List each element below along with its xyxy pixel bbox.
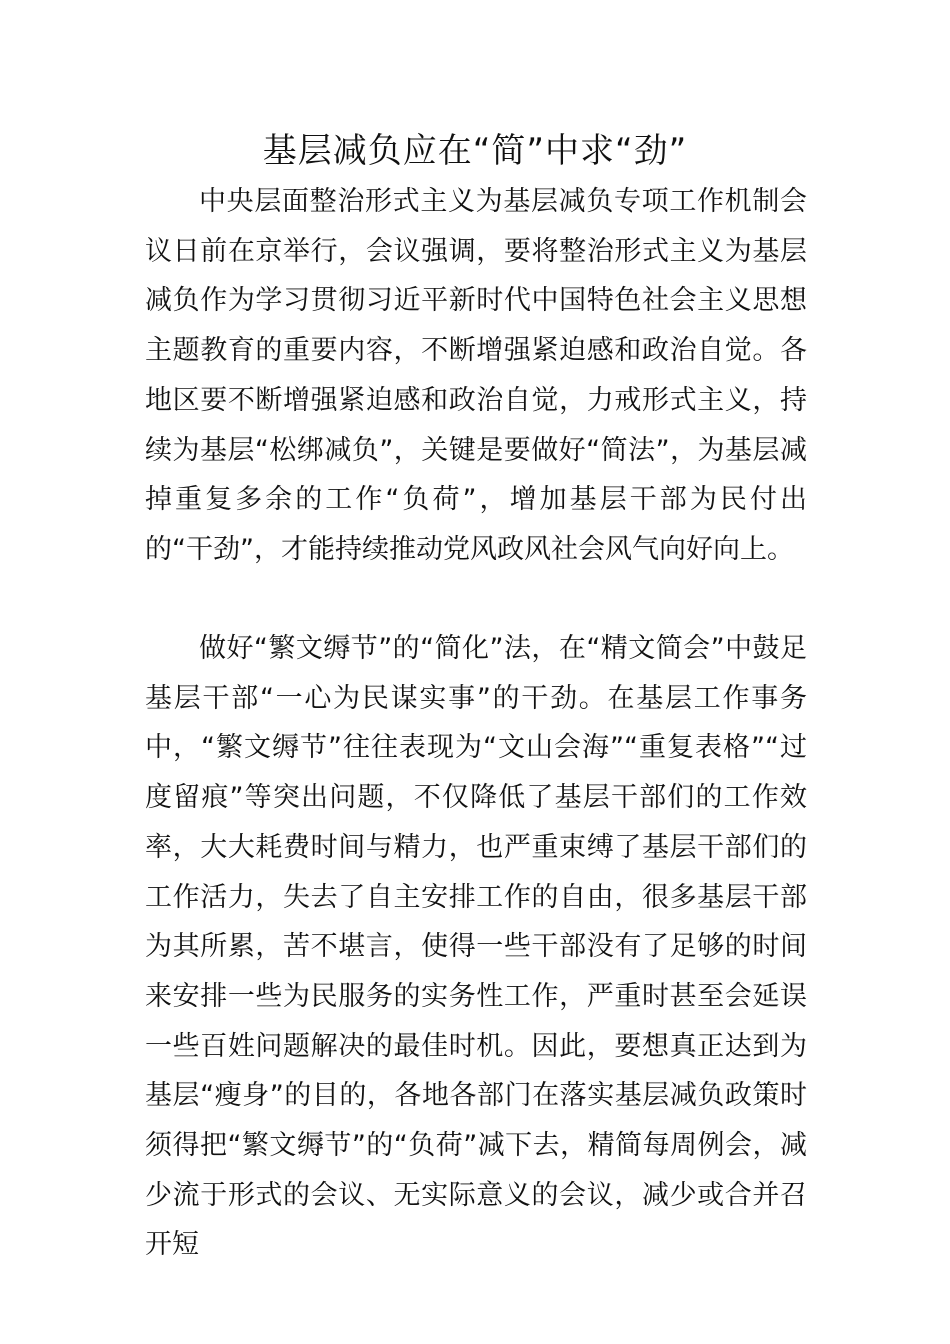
paragraph-1: 中央层面整治形式主义为基层减负专项工作机制会议日前在京举行，会议强调，要将整治形式主义为基层减负作为学习贯彻习近平新时代中国特色社会主义思想主题教育的重要内容，不断增强紧迫感和政治自觉。各地区要不断增强紧迫感和政治自觉，力戒形式主义，持续为基层“松绑减负”，关键是要做好“简法”，为基层减掉重复多余的工作“负荷”，增加基层干部为民付出的“干劲”，才能持续推动党风政风社会风气向好向上。: [145, 186, 807, 565]
document-title: 基层减负应在“简”中求“劲”: [262, 131, 688, 171]
paragraph-2: 做好“繁文缛节”的“简化”法，在“精文简会”中鼓足基层干部“一心为民谋实事”的干劲。在基层工作事务中，“繁文缛节”往往表现为“文山会海”“重复表格”“过度留痕”等突出问题，不仅降低了基层干部们的工作效率，大大耗费时间与精力，也严重束缚了基层干部们的工作活力，失去了自主安排工作的自由，很多基层干部为其所累，苦不堪言，使得一些干部没有了足够的时间来安排一些为民服务的实务性工作，严重时甚至会延误一些百姓问题解决的最佳时机。因此，要想真正达到为基层“瘦身”的目的，各地各部门在落实基层减负政策时须得把“繁文缛节”的“负荷”减下去，精简每周例会，减少流于形式的会议、无实际意义的会议，减少或合并召开短: [145, 633, 807, 1261]
